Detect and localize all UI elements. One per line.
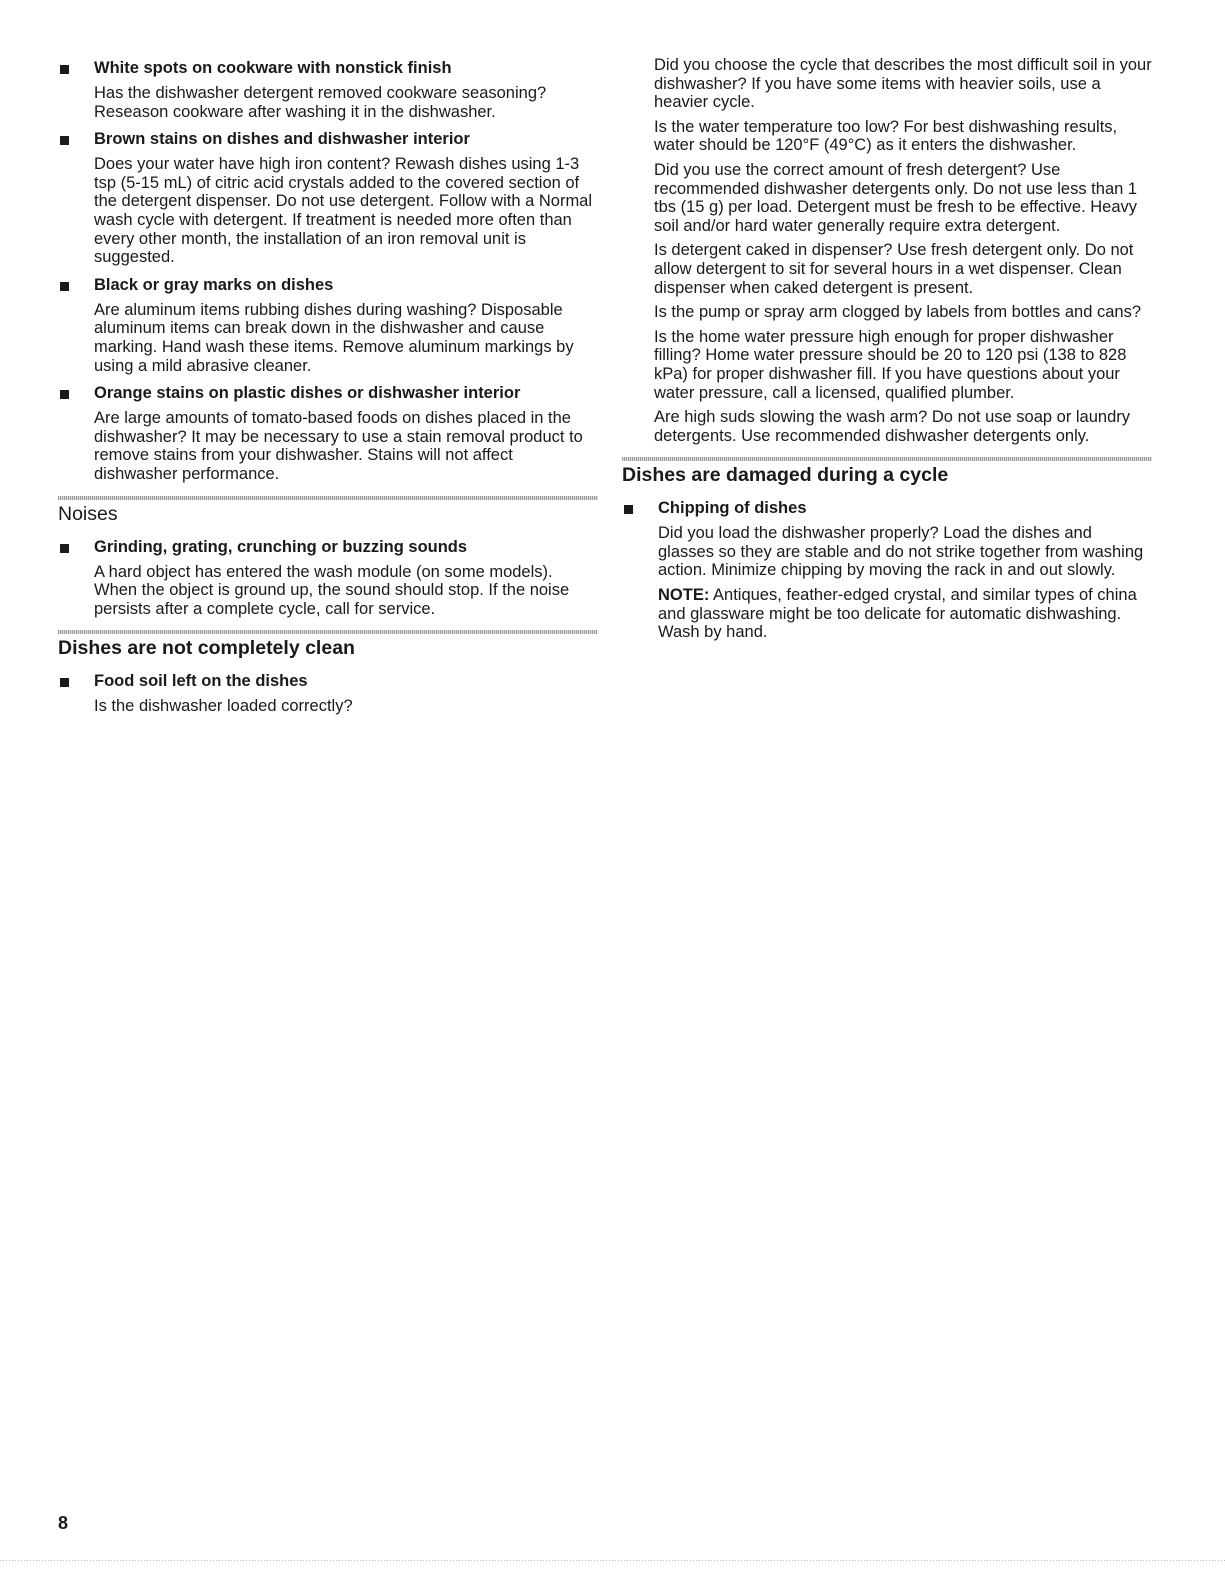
paragraph: Is the home water pressure high enough for proper dishwasher filling? Home water pressure should be 20 to 120 psi (138 to 828 kPa) for proper dishwasher fill. If you have questions about your water pressure, call a licensed, qualified plumber. [654, 327, 1127, 402]
item-text: Did you load the dishwasher properly? Load the dishes and glasses so they are stable and do not strike together from washing action. Minimize chipping by moving the rack in and out slowly. [658, 524, 1144, 580]
square-bullet-icon [60, 544, 69, 553]
paragraph: Are high suds slowing the wash arm? Do not use soap or laundry detergents. Use recommended dishwasher detergents only. [654, 408, 1131, 445]
section-heading-damaged: Dishes are damaged during a cycle [622, 464, 949, 487]
paragraph: Is the pump or spray arm clogged by labels from bottles and cans? [654, 303, 1141, 322]
paragraph: Did you choose the cycle that describes the most difficult soil in your dishwasher? If you have some items with heavier soils, use a heavier cycle. [654, 56, 1152, 112]
troubleshoot-item [58, 381, 598, 483]
section-divider [58, 496, 598, 500]
square-bullet-icon [60, 282, 69, 291]
section-divider [622, 457, 1152, 461]
section-heading-noises: Noises [58, 502, 118, 525]
troubleshoot-item [622, 496, 1152, 642]
note-label: NOTE: [658, 586, 710, 605]
item-text: A hard object has entered the wash module (on some models). When the object is ground up, the sound should stop. If the noise persists after a complete cycle, call for service. [94, 562, 570, 618]
item-text: Are large amounts of tomato-based foods on dishes placed in the dishwasher? It may be necessary to use a stain removal product to remove stains from your dishwasher. Stains will not affect dishwasher performance. [94, 409, 583, 483]
troubleshoot-item [58, 56, 598, 121]
footer-divider [0, 1560, 1225, 1561]
paragraph: Did you use the correct amount of fresh detergent? Use recommended dishwasher detergents only. Do not use less than 1 tbs (15 g) per load. Detergent must be fresh to be effective. Heavy soil and/or hard water generally require extra detergent. [654, 160, 1138, 235]
square-bullet-icon [60, 390, 69, 399]
square-bullet-icon [60, 678, 69, 687]
item-title: White spots on cookware with nonstick finish [94, 59, 452, 77]
square-bullet-icon [60, 136, 69, 145]
note-text: Antiques, feather-edged crystal, and similar types of china and glassware might be too delicate for automatic dishwashing. Wash by hand. [658, 586, 1137, 642]
item-title: Grinding, grating, crunching or buzzing sounds [94, 537, 468, 556]
troubleshoot-item [58, 669, 598, 716]
item-title: Chipping of dishes [658, 499, 807, 518]
item-title: Brown stains on dishes and dishwasher interior [94, 130, 470, 149]
page-number: 8 [58, 1513, 69, 1533]
item-text: Is the dishwasher loaded correctly? [94, 697, 353, 716]
paragraph: Is detergent caked in dispenser? Use fresh detergent only. Do not allow detergent to sit for several hours in a wet dispenser. Clean dispenser when caked detergent is present. [654, 241, 1134, 297]
left-column [58, 56, 598, 722]
note [658, 586, 1152, 642]
item-text: Does your water have high iron content? Rewash dishes using 1-3 tsp (5-15 mL) of citric acid crystals added to the covered section of the detergent dispenser. Do not use detergent. Follow with a Normal wash cycle with detergent. If treatment is needed more often than every other month, the installation of an iron removal unit is suggested. [94, 155, 593, 267]
section-divider [58, 630, 598, 634]
right-column [622, 56, 1152, 648]
item-title: Orange stains on plastic dishes or dishwasher interior [94, 384, 521, 403]
troubleshoot-item [58, 127, 598, 267]
paragraph: Is the water temperature too low? For best dishwashing results, water should be 120°F (49°C) as it enters the dishwasher. [654, 117, 1118, 155]
item-title: Black or gray marks on dishes [94, 275, 334, 294]
troubleshoot-item [58, 535, 598, 619]
item-text: Has the dishwasher detergent removed cookware seasoning? Reseason cookware after washing it in the dishwasher. [94, 84, 547, 121]
square-bullet-icon [60, 65, 69, 74]
square-bullet-icon [624, 505, 633, 514]
troubleshoot-item [58, 273, 598, 375]
item-title: Food soil left on the dishes [94, 672, 308, 691]
section-heading-not-clean: Dishes are not completely clean [58, 637, 355, 660]
item-text: Are aluminum items rubbing dishes during washing? Disposable aluminum items can break down in the dishwasher and cause marking. Hand wash these items. Remove aluminum markings by using a mild abrasive cleaner. [94, 300, 574, 375]
